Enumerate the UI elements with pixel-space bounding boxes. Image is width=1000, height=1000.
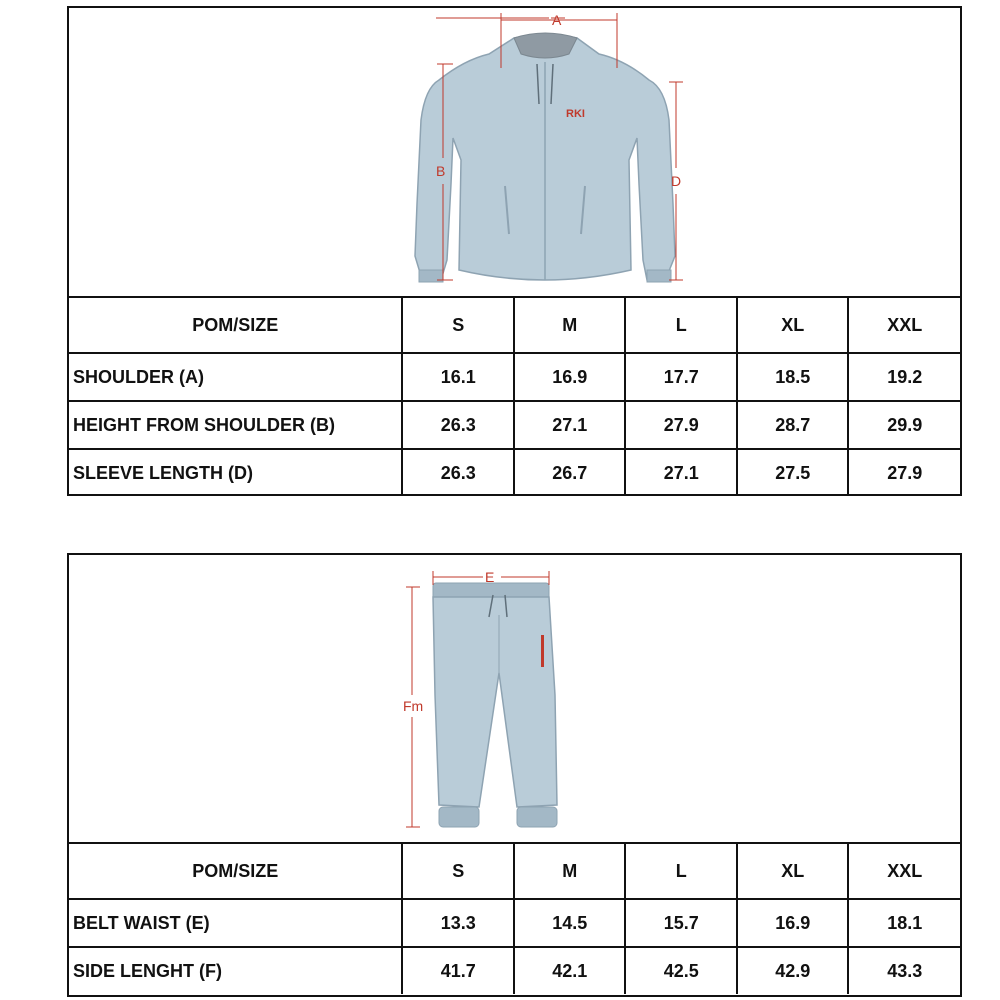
header-size-m: M	[514, 297, 626, 353]
header-size-xl: XL	[737, 297, 849, 353]
table-header-row	[69, 297, 960, 353]
cell-value: 43.3	[848, 947, 960, 994]
header-size-l: L	[625, 843, 737, 899]
table-row	[69, 449, 960, 496]
pants-illustration	[433, 583, 557, 827]
cell-value: 26.3	[402, 401, 514, 449]
row-label: SHOULDER (A)	[69, 353, 402, 401]
header-size-xxl: XXL	[848, 843, 960, 899]
cell-value: 16.9	[514, 353, 626, 401]
header-pom-size: POM/SIZE	[69, 843, 402, 899]
row-label: BELT WAIST (E)	[69, 899, 402, 947]
header-pom-size: POM/SIZE	[69, 297, 402, 353]
cell-value: 26.7	[514, 449, 626, 496]
table-row	[69, 947, 960, 994]
row-label: SIDE LENGHT (F)	[69, 947, 402, 994]
cell-value: 15.7	[625, 899, 737, 947]
cell-value: 18.1	[848, 899, 960, 947]
cell-value: 42.9	[737, 947, 849, 994]
cell-value: 41.7	[402, 947, 514, 994]
cell-value: 13.3	[402, 899, 514, 947]
table-row	[69, 401, 960, 449]
cell-value: 14.5	[514, 899, 626, 947]
brand-logo: RKI	[566, 108, 585, 120]
header-size-l: L	[625, 297, 737, 353]
table-row	[69, 899, 960, 947]
label-d: D	[671, 173, 682, 189]
jacket-size-chart	[67, 6, 962, 496]
cell-value: 27.9	[625, 401, 737, 449]
header-size-xxl: XXL	[848, 297, 960, 353]
cell-value: 16.1	[402, 353, 514, 401]
jacket-illustration	[415, 33, 675, 282]
label-b: B	[436, 163, 446, 179]
cell-value: 18.5	[737, 353, 849, 401]
cell-value: 27.5	[737, 449, 849, 496]
pants-figure	[69, 555, 960, 844]
label-a: A	[552, 12, 562, 28]
jacket-diagram	[69, 8, 960, 296]
cell-value: 27.1	[625, 449, 737, 496]
cell-value: 28.7	[737, 401, 849, 449]
pants-diagram	[69, 555, 960, 842]
cell-value: 19.2	[848, 353, 960, 401]
cell-value: 17.7	[625, 353, 737, 401]
label-e: E	[485, 569, 495, 585]
table-row	[69, 353, 960, 401]
jacket-size-table	[69, 296, 960, 496]
cell-value: 27.1	[514, 401, 626, 449]
pants-size-chart	[67, 553, 962, 997]
header-size-xl: XL	[737, 843, 849, 899]
pants-size-table	[69, 842, 960, 994]
cell-value: 16.9	[737, 899, 849, 947]
cell-value: 42.5	[625, 947, 737, 994]
header-size-s: S	[402, 297, 514, 353]
row-label: SLEEVE LENGTH (D)	[69, 449, 402, 496]
cell-value: 42.1	[514, 947, 626, 994]
cell-value: 27.9	[848, 449, 960, 496]
header-size-m: M	[514, 843, 626, 899]
label-f: Fm	[403, 698, 424, 714]
jacket-figure	[69, 8, 960, 298]
header-size-s: S	[402, 843, 514, 899]
cell-value: 29.9	[848, 401, 960, 449]
cell-value: 26.3	[402, 449, 514, 496]
row-label: HEIGHT FROM SHOULDER (B)	[69, 401, 402, 449]
table-header-row	[69, 843, 960, 899]
